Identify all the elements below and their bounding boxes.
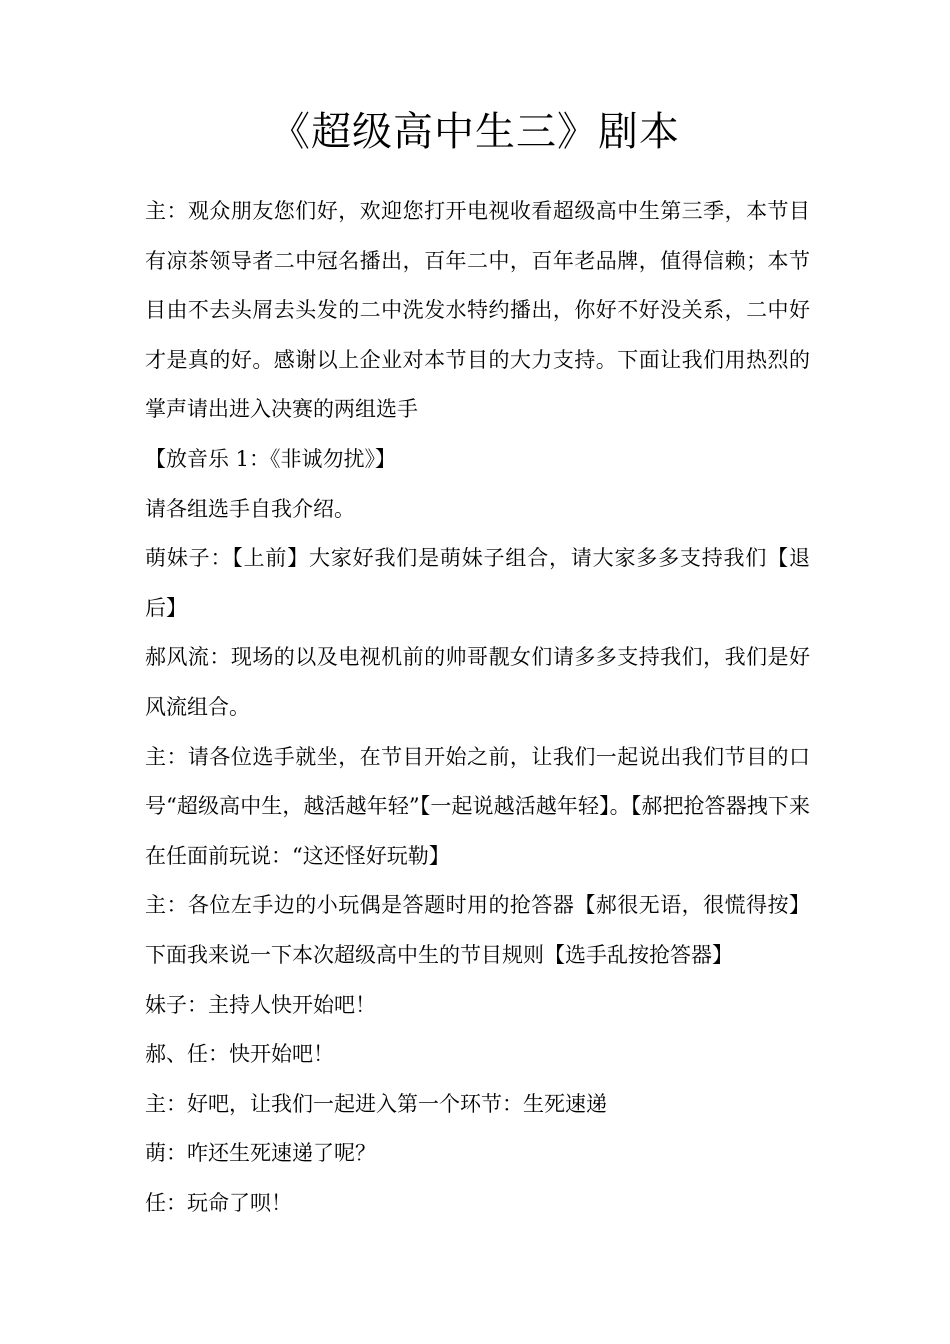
paragraph-host-rules: 主：各位左手边的小玩偶是答题时用的抢答器【郝很无语，很慌得按】下面我来说一下本次超级高中生的节目规则【选手乱按抢答器】 — [145, 893, 810, 967]
paragraph-host-first-round: 主：好吧，让我们一起进入第一个环节：生死速递 — [145, 1091, 607, 1116]
paragraph-host-opening: 主：观众朋友您们好，欢迎您打开电视收看超级高中生第三季，本节目有凉茶领导者二中冠名播出，百年二中，百年老品牌，值得信赖；本节目由不去头屑去头发的二中洗发水特约播出，你好不好没关系，二中好才是真的好。感谢以上企业对本节目的大力支持。下面让我们用热烈的掌声请出进入决赛的两组选手 — [145, 199, 810, 422]
paragraph-hao-ren-line: 郝、任：快开始吧！ — [145, 1042, 334, 1067]
script-body — [145, 187, 810, 1228]
paragraph-ren-answer: 任：玩命了呗！ — [145, 1190, 292, 1215]
paragraph-self-intro: 请各组选手自我介绍。 — [145, 496, 355, 521]
document-title: 《超级高中生三》剧本 — [270, 109, 680, 155]
paragraph-meng-question: 萌：咋还生死速递了呢？ — [145, 1141, 376, 1166]
paragraph-music-cue: 【放音乐 1：《非诚勿扰》】 — [145, 446, 397, 471]
paragraph-host-slogan: 主：请各位选手就坐，在节目开始之前，让我们一起说出我们节目的口号“超级高中生，越活越年轻”【一起说越活越年轻】。【郝把抢答器拽下来在任面前玩说：“这还怪好玩勒】 — [145, 744, 810, 868]
paragraph-meizi-line: 妹子：主持人快开始吧！ — [145, 992, 376, 1017]
paragraph-hao-intro: 郝风流：现场的以及电视机前的帅哥靓女们请多多支持我们，我们是好风流组合。 — [145, 645, 810, 719]
paragraph-meng-intro: 萌妹子：【上前】大家好我们是萌妹子组合，请大家多多支持我们【退后】 — [145, 546, 810, 620]
